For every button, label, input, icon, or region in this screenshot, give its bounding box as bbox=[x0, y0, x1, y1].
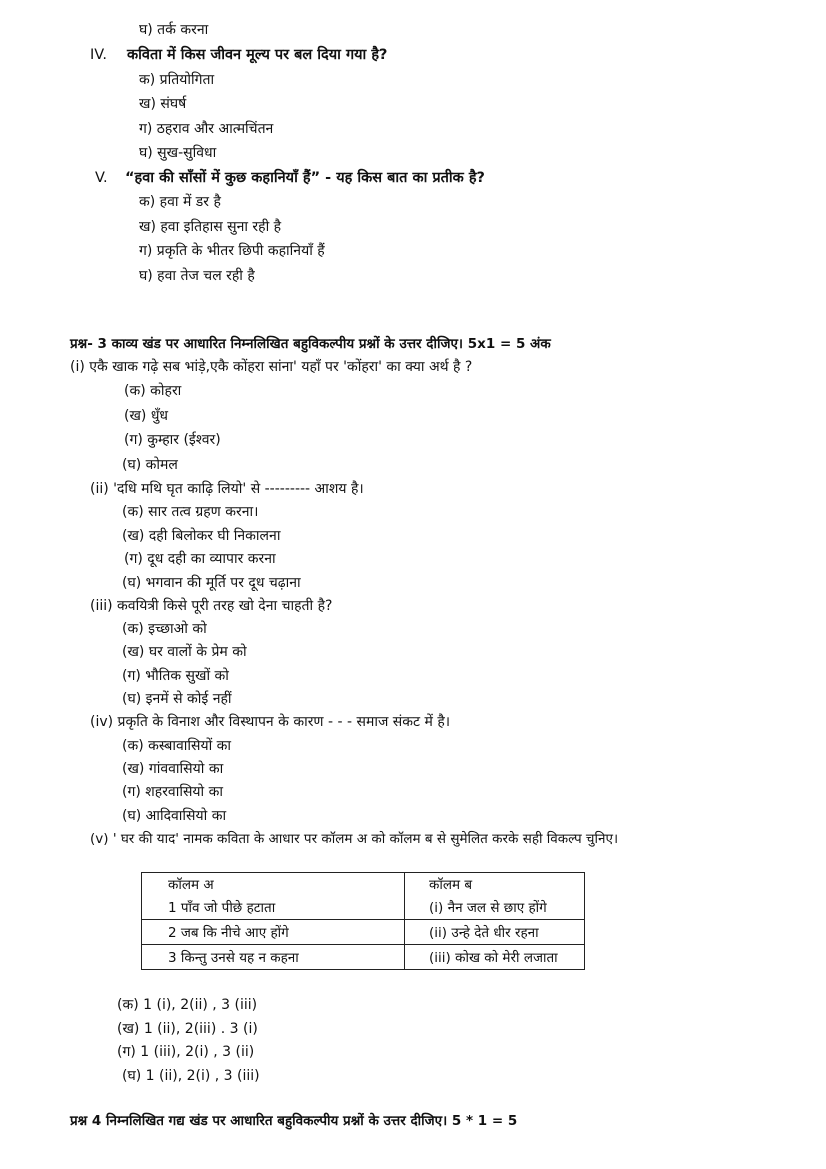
answer-option: (ख) 1 (ii), 2(iii) . 3 (i) bbox=[117, 1021, 258, 1037]
option-text: (ग) शहरवासियो का bbox=[122, 784, 224, 800]
option-text: (ख) गांववासियो का bbox=[122, 761, 224, 777]
question-4-heading: प्रश्न 4 निम्नलिखित गद्य खंड पर आधारित बहुविकल्पीय प्रश्नों के उत्तर दीजिए। 5 * 1 = 5 bbox=[70, 1113, 518, 1129]
option-text: घ) तर्क करना bbox=[139, 22, 209, 38]
table-cell: (iii) कोख को मेरी लजाता bbox=[405, 945, 585, 970]
option-text: ग) प्रकृति के भीतर छिपी कहानियाँ हैं bbox=[139, 243, 325, 259]
option-text: ग) ठहराव और आत्मचिंतन bbox=[139, 121, 274, 137]
option-text: (घ) आदिवासियो का bbox=[122, 808, 227, 824]
table-cell: (i) नैन जल से छाए होंगे bbox=[405, 895, 585, 920]
question-v bbox=[95, 169, 485, 187]
column-b-header: कॉलम ब bbox=[405, 873, 585, 896]
question-text: (ii) 'दधि मथि घृत काढ़ि लियो' से --------- आशय है। bbox=[90, 481, 364, 497]
question-number: V. bbox=[95, 170, 108, 186]
question-text: कविता में किस जीवन मूल्य पर बल दिया गया है? bbox=[127, 47, 388, 63]
answer-option: (घ) 1 (ii), 2(i) , 3 (iii) bbox=[122, 1068, 260, 1084]
option-text: (क) सार तत्व ग्रहण करना। bbox=[122, 504, 259, 520]
option-text: (ग) भौतिक सुखों को bbox=[122, 668, 229, 684]
option-text: (क) कस्बावासियों का bbox=[122, 738, 232, 754]
column-a-header: कॉलम अ bbox=[142, 873, 405, 896]
option-text: (क) कोहरा bbox=[124, 383, 182, 399]
answer-option: (क) 1 (i), 2(ii) , 3 (iii) bbox=[117, 997, 258, 1013]
question-text: (v) ' घर की याद' नामक कविता के आधार पर कॉलम अ को कॉलम ब से सुमेलित करके सही विकल्प चुनिए। bbox=[90, 831, 619, 847]
option-text: (घ) कोमल bbox=[122, 457, 178, 473]
option-text: घ) सुख-सुविधा bbox=[139, 145, 217, 161]
option-text: ख) संघर्ष bbox=[139, 96, 187, 112]
option-text: (घ) इनमें से कोई नहीं bbox=[122, 691, 232, 707]
question-text: (i) एकै खाक गढ़े सब भांड़े,एकै कोंहरा सांना' यहाँ पर 'कोंहरा' का क्या अर्थ है ? bbox=[70, 359, 473, 375]
option-text: (ग) कुम्हार (ईश्वर) bbox=[124, 432, 221, 448]
question-iv bbox=[90, 46, 387, 64]
question-3-heading: प्रश्न- 3 काव्य खंड पर आधारित निम्नलिखित बहुविकल्पीय प्रश्नों के उत्तर दीजिए। 5x1 = 5 अंक bbox=[70, 336, 551, 352]
table-cell: 2 जब कि नीचे आए होंगे bbox=[142, 920, 405, 945]
option-text: (ख) दही बिलोकर घी निकालना bbox=[122, 528, 281, 544]
answer-option: (ग) 1 (iii), 2(i) , 3 (ii) bbox=[117, 1044, 255, 1060]
table-cell: (ii) उन्हे देते धीर रहना bbox=[405, 920, 585, 945]
option-text: (क) इच्छाओ को bbox=[122, 621, 207, 637]
question-text: (iv) प्रकृति के विनाश और विस्थापन के कारण - - - समाज संकट में है। bbox=[90, 714, 451, 730]
option-text: घ) हवा तेज चल रही है bbox=[139, 268, 255, 284]
match-table bbox=[141, 872, 585, 970]
table-cell: 1 पाँव जो पीछे हटाता bbox=[142, 895, 405, 920]
question-text: “हवा की साँसों में कुछ कहानियाँ हैं” - यह किस बात का प्रतीक है? bbox=[125, 170, 485, 186]
option-text: (घ) भगवान की मूर्ति पर दूध चढ़ाना bbox=[122, 575, 301, 591]
option-text: (ग) दूध दही का व्यापार करना bbox=[124, 551, 276, 567]
option-text: क) प्रतियोगिता bbox=[139, 72, 215, 88]
option-text: (ख) घर वालों के प्रेम को bbox=[122, 644, 247, 660]
question-text: (iii) कवयित्री किसे पूरी तरह खो देना चाहती है? bbox=[90, 598, 333, 614]
option-text: क) हवा में डर है bbox=[139, 194, 221, 210]
option-text: (ख) धुँध bbox=[124, 408, 169, 424]
option-text: ख) हवा इतिहास सुना रही है bbox=[139, 219, 282, 235]
table-cell: 3 किन्तु उनसे यह न कहना bbox=[142, 945, 405, 970]
question-number: IV. bbox=[90, 47, 107, 63]
